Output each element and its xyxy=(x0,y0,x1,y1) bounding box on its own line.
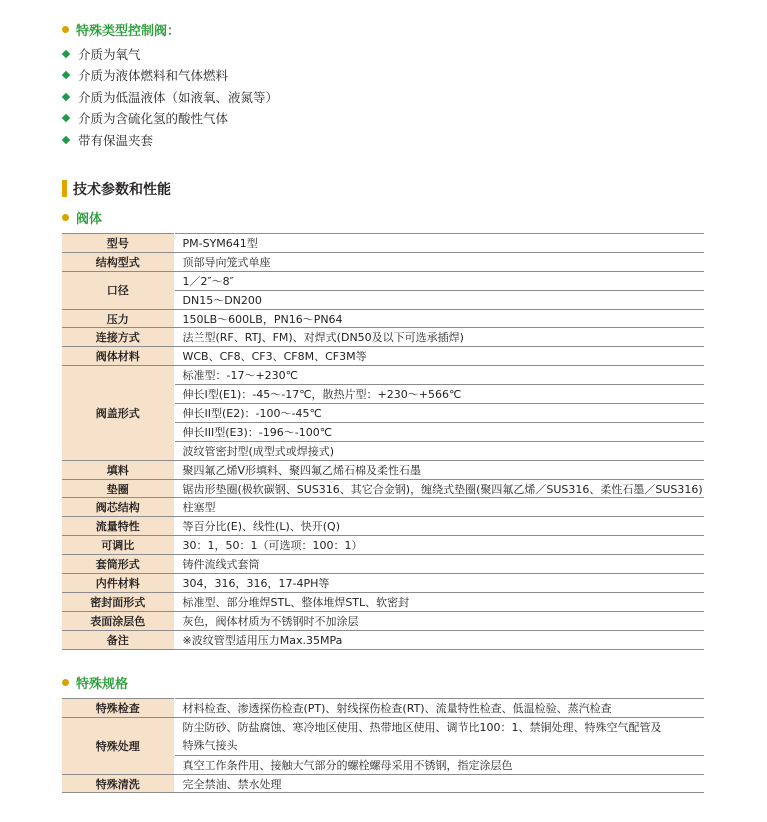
special-valves-heading: 特殊类型控制阀： xyxy=(62,20,180,39)
table-row: 内件材料 304，316，316，17-4PH等 xyxy=(62,574,704,593)
table-row: 阀体材料 WCB、CF8、CF3、CF8M、CF3M等 xyxy=(62,347,704,366)
table-row: 流量特性 等百分比(E)、线性(L)、快开(Q) xyxy=(62,517,704,536)
list-item: 带有保温夹套 xyxy=(62,129,278,151)
diamond-bullet-icon xyxy=(62,114,70,122)
list-item: 介质为氧气 xyxy=(62,43,278,65)
table-row: 结构型式 顶部导向笼式单座 xyxy=(62,252,704,271)
bullet-dot-icon xyxy=(62,26,69,33)
diamond-bullet-icon xyxy=(62,136,70,144)
table-row: 真空工作条件用、接触大气部分的螺栓螺母采用不锈钢，指定涂层色 xyxy=(62,755,704,774)
list-item: 介质为含硫化氢的酸性气体 xyxy=(62,108,278,130)
table-row: 可调比 30：1，50：1（可选项：100：1） xyxy=(62,536,704,555)
table-row: 口径 1／2″～8″ xyxy=(62,271,704,290)
bullet-dot-icon xyxy=(62,679,69,686)
spec-heading: 特殊规格 xyxy=(62,673,128,692)
table-row: 阀芯结构 柱塞型 xyxy=(62,498,704,517)
table-row: 伸长III型(E3)：-196～-100℃ xyxy=(62,422,704,441)
table-row: 波纹管密封型(成型式或焊接式) xyxy=(62,441,704,460)
special-valves-list xyxy=(62,43,278,151)
bullet-dot-icon xyxy=(62,214,69,221)
section-bar-icon xyxy=(62,180,67,197)
table-row: 特殊气接头 xyxy=(62,736,704,755)
body-heading: 阀体 xyxy=(62,208,102,227)
section-title: 技术参数和性能 xyxy=(62,180,171,197)
table-row: 型号 PM-SYM641型 xyxy=(62,234,704,253)
table-row: 伸长I型(E1)：-45～-17℃，散热片型：+230～+566℃ xyxy=(62,385,704,404)
table-row: 连接方式 法兰型(RF、RTJ、FM)、对焊式(DN50及以下可选承插焊) xyxy=(62,328,704,347)
diamond-bullet-icon xyxy=(62,50,70,58)
table-row: 密封面形式 标准型、部分堆焊STL、整体堆焊STL、软密封 xyxy=(62,592,704,611)
table-row: 垫圈 锯齿形垫圈(极软碳钢、SUS316、其它合金钢)，缠绕式垫圈(聚四氟乙烯／SUS316、柔性石墨／SUS316) xyxy=(62,479,704,498)
list-item: 介质为低温液体（如液氧、液氮等） xyxy=(62,86,278,108)
table-row: 填料 聚四氟乙烯V形填料、聚四氟乙烯石棉及柔性石墨 xyxy=(62,460,704,479)
special-spec-table xyxy=(62,698,704,793)
table-row: 阀盖形式 标准型：-17～+230℃ xyxy=(62,366,704,385)
table-row: 表面涂层色 灰色，阀体材质为不锈钢时不加涂层 xyxy=(62,611,704,630)
diamond-bullet-icon xyxy=(62,71,70,79)
table-row: 特殊处理 防尘防砂、防盐腐蚀、寒冷地区使用、热带地区使用、调节比100：1、禁铜处理、特殊空气配管及 xyxy=(62,717,704,736)
body-spec-table xyxy=(62,233,704,650)
table-row: 伸长II型(E2)：-100～-45℃ xyxy=(62,404,704,423)
table-row: 套筒形式 铸件流线式套筒 xyxy=(62,555,704,574)
table-row: DN15～DN200 xyxy=(62,290,704,309)
table-row: 特殊检查 材料检查、渗透探伤检查(PT)、射线探伤检查(RT)、流量特性检查、低温检验、蒸汽检查 xyxy=(62,699,704,718)
table-row: 压力 150LB～600LB，PN16～PN64 xyxy=(62,309,704,328)
table-row: 备注 ※波纹管型适用压力Max.35MPa xyxy=(62,630,704,649)
list-item: 介质为液体燃料和气体燃料 xyxy=(62,65,278,87)
table-row: 特殊清洗 完全禁油、禁水处理 xyxy=(62,774,704,793)
diamond-bullet-icon xyxy=(62,93,70,101)
